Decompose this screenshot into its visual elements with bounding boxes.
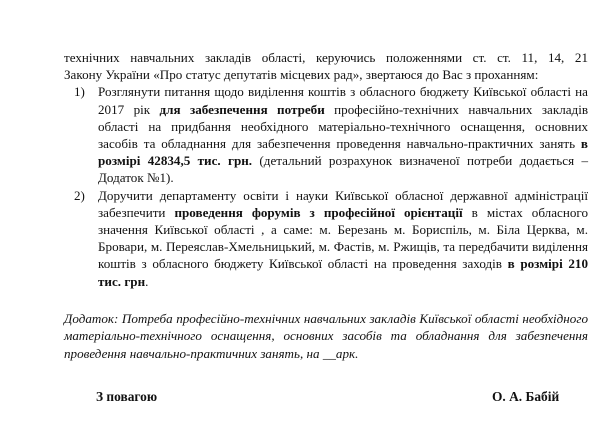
bold-phrase: для забезпечення потреби (159, 101, 325, 117)
list-item-number: 1) (74, 84, 85, 100)
request-list (64, 83, 588, 289)
closing-phrase: З повагою (96, 389, 158, 404)
signatory-name: О. А. Бабій (492, 389, 560, 404)
appendix-note: Додаток: Потреба професійно-технічних навчальних закладів Київської області необхідного матеріально-технічного оснащення, основних засобів та обладнання для забезпечення проведення навчально-практичних занять, на __арк. (64, 311, 588, 361)
intro-line-2: Закону України «Про статус депутатів місцевих рад», звертаюся до Вас з проханням: (64, 67, 539, 83)
bold-phrase: проведення форумів з професійної орієнтації (174, 204, 463, 220)
letter-body (64, 49, 588, 290)
list-item-text: Розглянути питання щодо виділення коштів з обласного бюджету Київської області на 2017 рік для забезпечення потреби професійно-технічних навчальних закладів області на придбання необхідного матеріально-технічного оснащення, основних засобів та обладнання для забезпечення проведення навчально-практичних занять в розмірі 42834,5 тис. грн. (детальний розрахунок визначеної потреби додається – Додаток №1). (98, 84, 589, 186)
list-item-number: 2) (74, 187, 85, 203)
intro-line-1: технічних навчальних закладів області, керуючись положеннями ст. ст. 11, 14, 21 (64, 50, 588, 65)
bold-amount: в розмірі 210 тис. грн (98, 256, 588, 289)
list-item-text: Доручити департаменту освіти і науки Київської обласної державної адміністрації забезпечити проведення форумів з професійної орієнтації в містах обласного значення Київської області , а саме: м. Березань м. Бориспіль, м. Біла Церква, м. Бровари, м. Переяслав-Хмельницький, м. Фастів, м. Ржищів, та передбачити виділення коштів з обласного бюджету Київської області на проведення заходів в розмірі 210 тис. грн. (98, 187, 588, 289)
list-item (64, 83, 588, 186)
bold-amount: в розмірі 42834,5 тис. грн. (98, 136, 588, 169)
list-item (64, 187, 588, 290)
